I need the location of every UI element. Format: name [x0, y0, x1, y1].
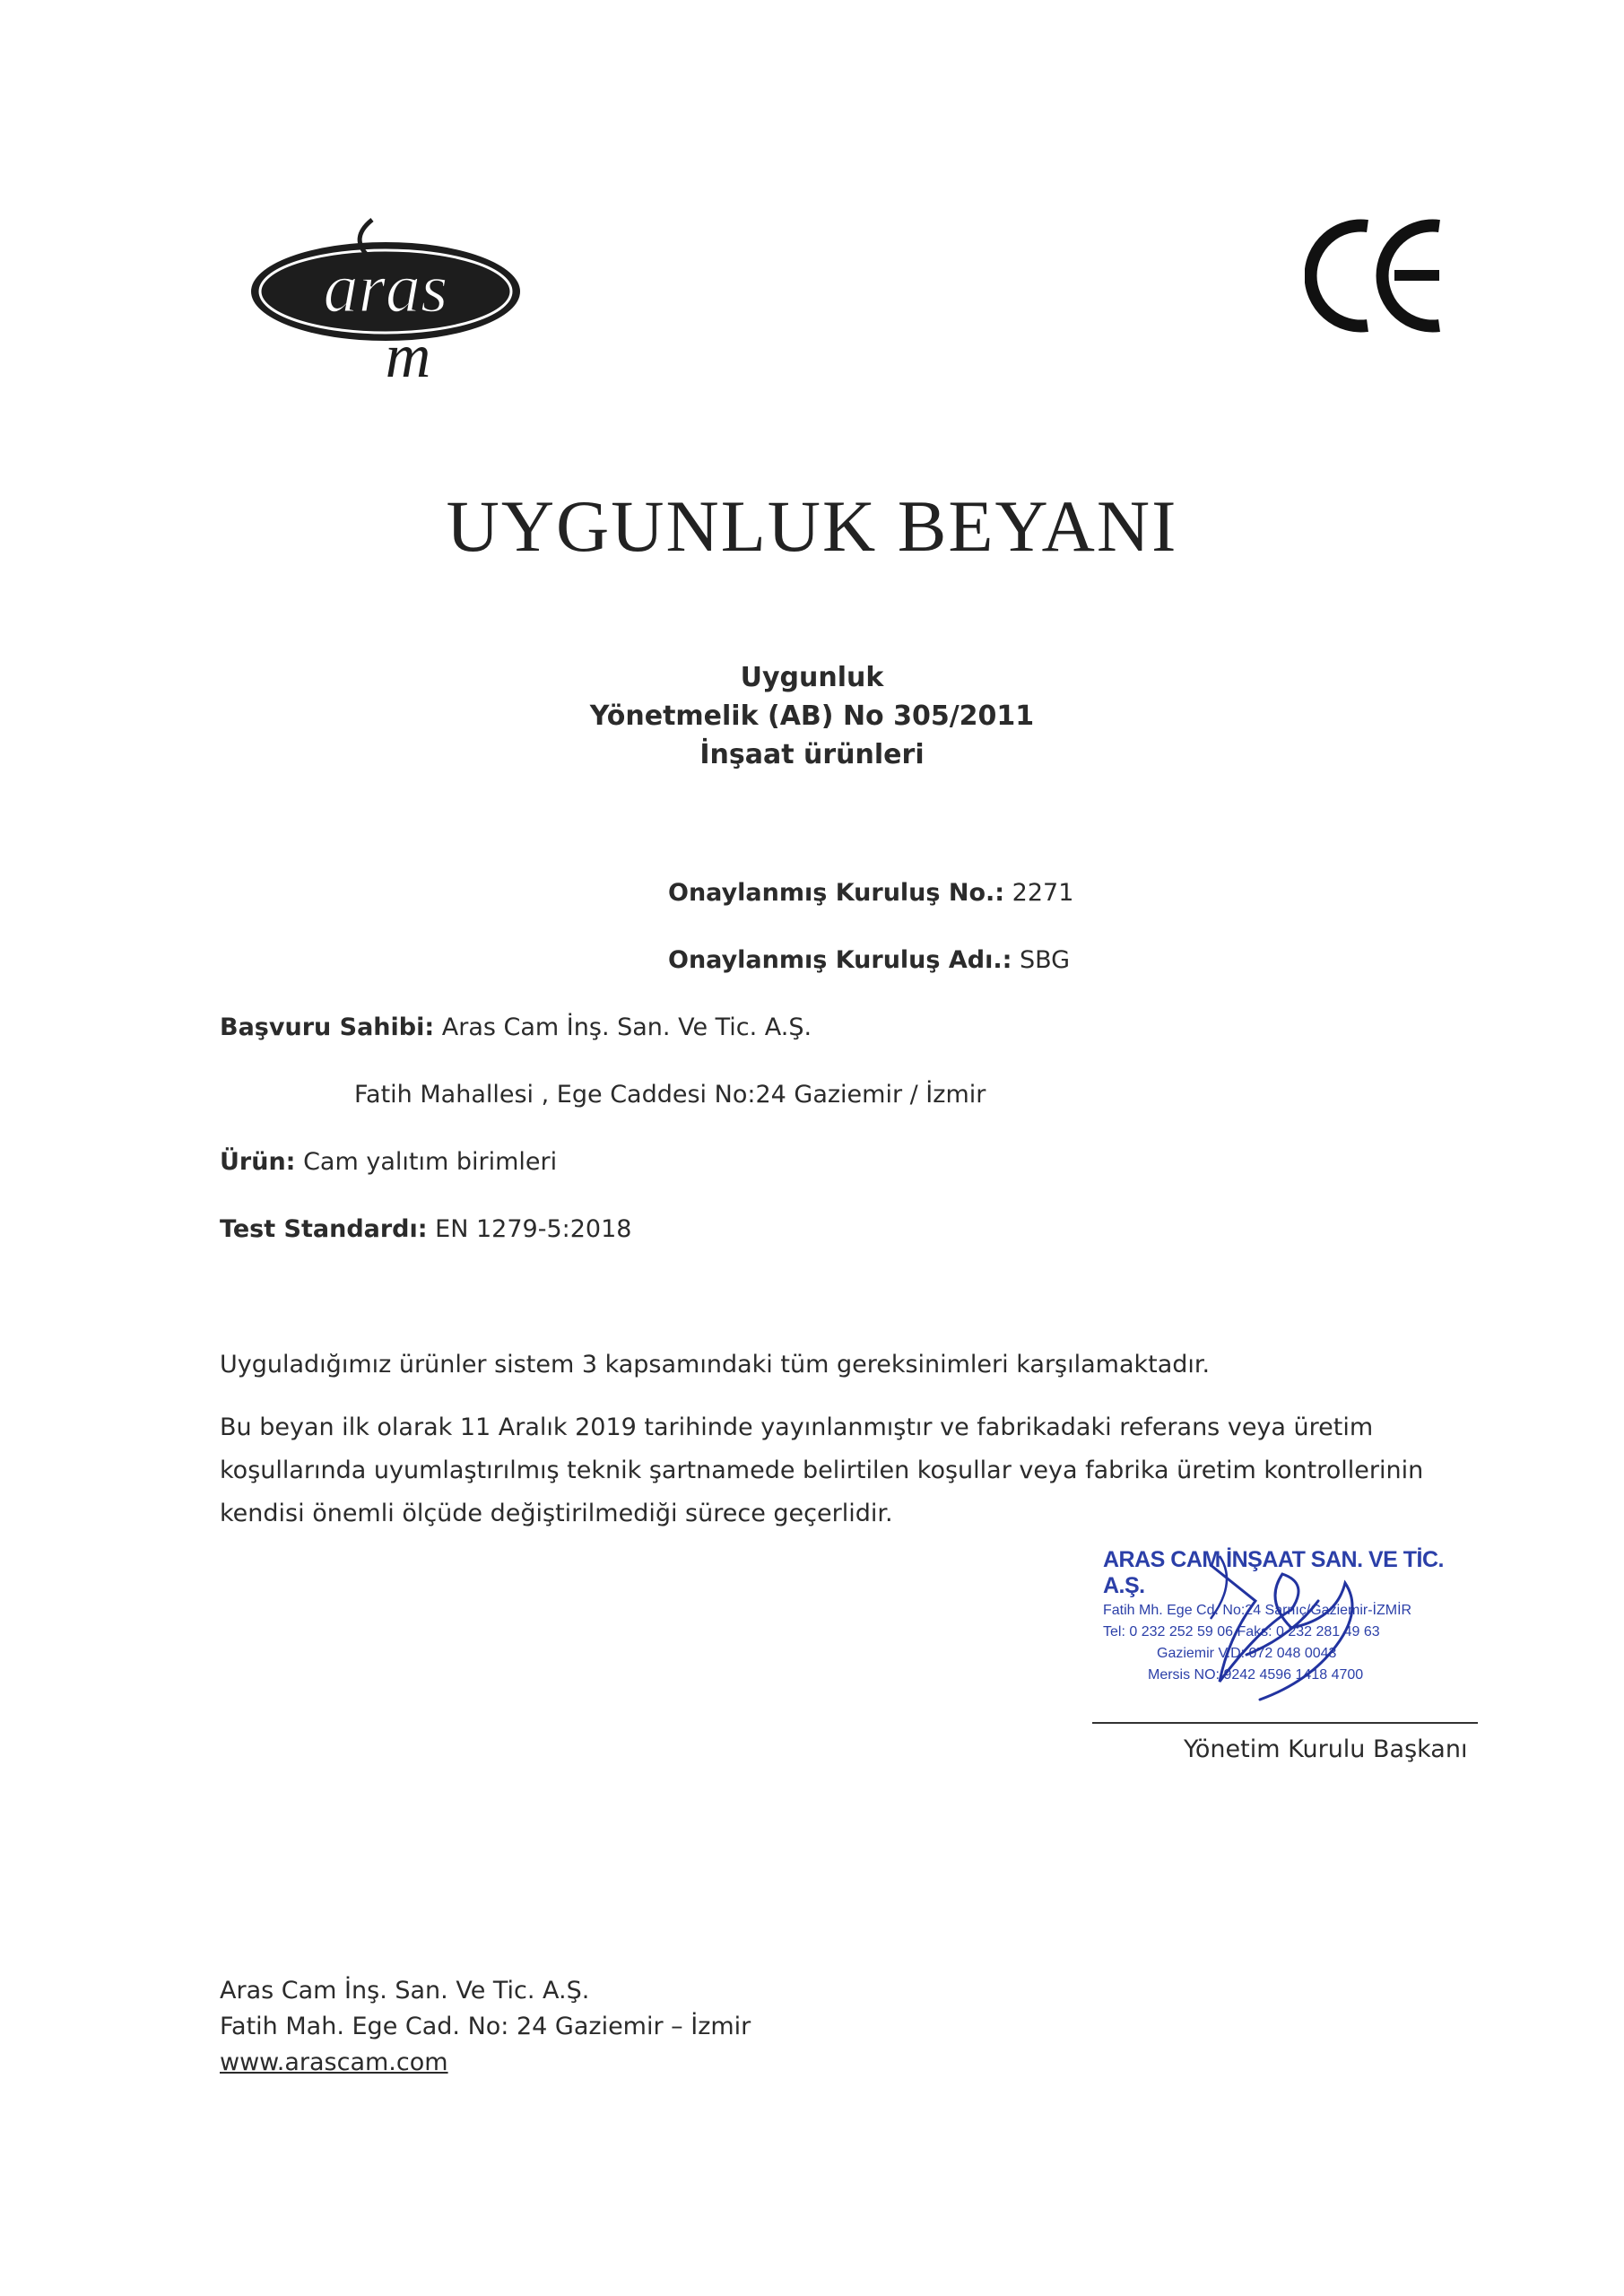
stamp-line-1: ARAS CAM İNŞAAT SAN. VE TİC. A.Ş.	[1103, 1547, 1444, 1598]
test-standard	[220, 1215, 631, 1243]
stamp-line-4: Gaziemir V.D: 072 048 0043	[1157, 1646, 1337, 1661]
applicant-address: Fatih Mahallesi , Ege Caddesi No:24 Gaziemir / İzmir	[354, 1081, 986, 1109]
test-standard-value: EN 1279-5:2018	[435, 1215, 632, 1243]
company-stamp	[1103, 1547, 1480, 1709]
notified-body-name	[668, 946, 1070, 974]
signature-line	[1092, 1722, 1478, 1724]
notified-body-number-value: 2271	[1012, 879, 1074, 907]
stamp-line-3: Tel: 0 232 252 59 06 Faks: 0 232 281 49 63	[1103, 1624, 1380, 1639]
stamp-line-2: Fatih Mh. Ege Cd. No:24 Sarnıç/Gaziemir-İZMİR	[1103, 1603, 1412, 1618]
document-title: UYGUNLUK BEYANI	[446, 485, 1178, 567]
paragraph-1: Uyguladığımız ürünler sistem 3 kapsamındaki tüm gereksinimleri karşılamaktadır.	[220, 1351, 1211, 1378]
subtitle-line-2: Yönetmelik (AB) No 305/2011	[589, 700, 1035, 732]
subtitle-line-3: İnşaat ürünleri	[699, 739, 925, 770]
notified-body-number-label: Onaylanmış Kuruluş No.:	[668, 879, 1005, 907]
applicant-value: Aras Cam İnş. San. Ve Tic. A.Ş.	[441, 1013, 812, 1041]
product	[220, 1148, 557, 1176]
applicant-label: Başvuru Sahibi:	[220, 1013, 435, 1041]
product-value: Cam yalıtım birimleri	[303, 1148, 558, 1176]
footer-website-link[interactable]: www.arascam.com	[220, 2048, 448, 2076]
company-logo	[238, 202, 534, 390]
svg-text:aras: aras	[323, 248, 448, 326]
paragraph-2: Bu beyan ilk olarak 11 Aralık 2019 tarihinde yayınlanmıştır ve fabrikadaki referans veya üretim koşullarında uyumlaştırılmış teknik şartnamede belirtilen koşullar veya fabrika üretim kontrollerinin kendisi önemli ölçüde değiştirilmediği sürece geçerlidir.	[220, 1413, 1424, 1527]
stamp-line-5: Mersis NO: 9242 4596 1418 4700	[1148, 1667, 1364, 1683]
subtitle-line-1: Uygunluk	[740, 662, 884, 693]
ce-mark-icon	[1305, 215, 1448, 336]
footer	[220, 1973, 751, 2081]
notified-body-name-label: Onaylanmış Kuruluş Adı.:	[668, 946, 1012, 974]
signature-icon	[1103, 1547, 1480, 1709]
notified-body-number	[668, 879, 1073, 907]
applicant	[220, 1013, 812, 1041]
product-label: Ürün:	[220, 1148, 296, 1176]
signatory-role: Yönetim Kurulu Başkanı	[1184, 1735, 1468, 1763]
footer-address: Fatih Mah. Ege Cad. No: 24 Gaziemir – İzmir	[220, 2013, 751, 2040]
footer-company: Aras Cam İnş. San. Ve Tic. A.Ş.	[220, 1977, 590, 2005]
notified-body-name-value: SBG	[1020, 946, 1071, 974]
test-standard-label: Test Standardı:	[220, 1215, 428, 1243]
svg-text:m: m	[385, 322, 431, 390]
